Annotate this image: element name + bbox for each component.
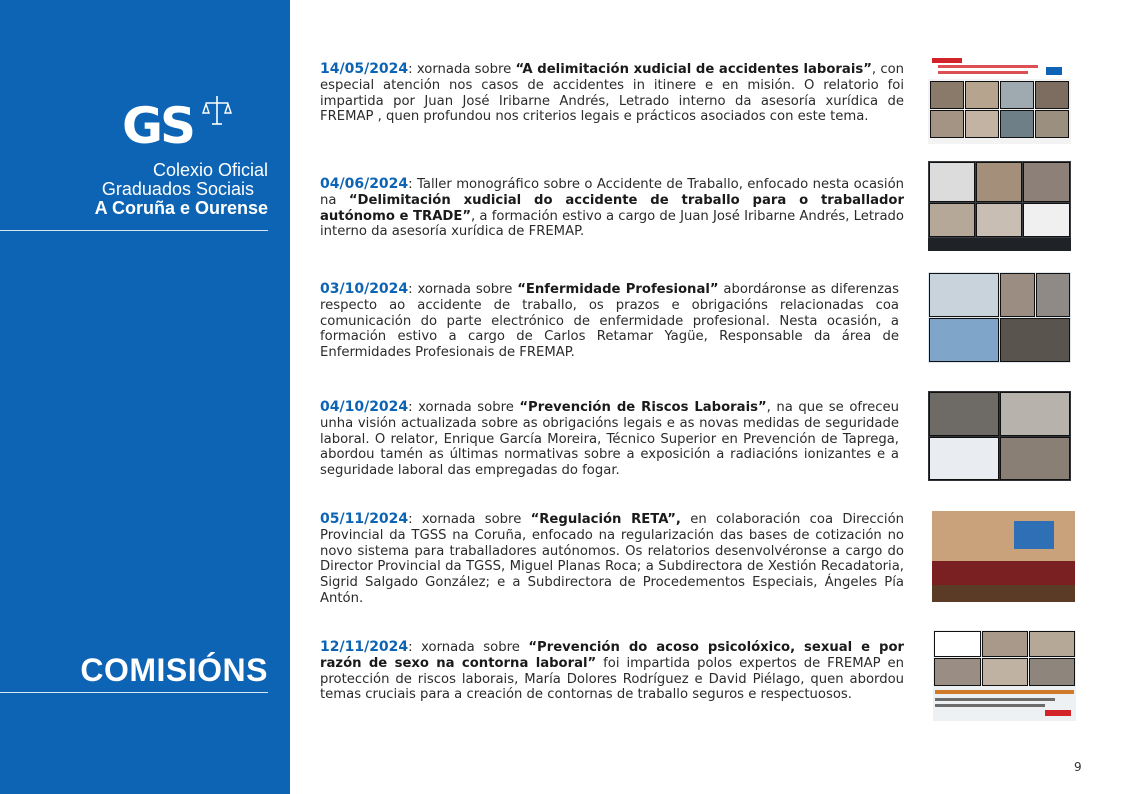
entry-4: [320, 400, 899, 479]
entry-topic: “A delimitación xudicial de accidentes laborais”: [515, 62, 872, 77]
entry-5: [320, 512, 904, 607]
entry-date: 04/06/2024: [320, 176, 409, 192]
sidebar: [0, 0, 290, 794]
entry-text-pre: : xornada sobre: [408, 400, 520, 415]
entry-6-photo: [933, 630, 1076, 721]
entry-date: 05/11/2024: [320, 511, 409, 527]
entry-date: 04/10/2024: [320, 399, 409, 415]
entry-2-photo: [928, 161, 1071, 251]
entry-text-post: , con especial atención nos casos de accidentes in itinere e en misión. O relatorio foi impartida por Juan José Iribarne Andrés, Letrado interno da asesoría xurídica de FREMAP , quen profundou nos criterios legais e prácticos asociados con este tema.: [320, 62, 904, 125]
scales-icon: [200, 94, 234, 128]
divider-bottom: [0, 692, 268, 693]
entry-1-photo: [928, 55, 1071, 144]
entry-text-pre: : xornada sobre: [408, 640, 529, 655]
entry-1: [320, 62, 904, 125]
entry-text-post: , a formación estivo a cargo de Juan José Iribarne Andrés, Letrado interno da asesoría xurídica de FREMAP.: [320, 208, 904, 240]
entry-date: 12/11/2024: [320, 639, 409, 655]
entry-topic: “Prevención do acoso psicolóxico, sexual e por razón de sexo na contorna laboral”: [320, 640, 905, 671]
entry-topic: “Enfermidade Profesional”: [517, 282, 719, 297]
entry-date: 14/05/2024: [320, 61, 409, 77]
entry-5-photo: [932, 511, 1075, 602]
page-number: 9: [1074, 760, 1082, 774]
logo-line-3: A Coruña e Ourense: [94, 198, 268, 218]
entry-text-post: foi impartida polos expertos de FREMAP en protección de riscos laborais, María Dolores Rodríguez e David Piélago, quen abordou temas cruciais para a creación de contornas de traballo seguros e respectuosos.: [320, 655, 904, 703]
logo-line-1: Colexio Oficial: [152, 160, 268, 180]
photo-header: [928, 55, 1071, 79]
entry-6: [320, 640, 904, 703]
entry-topic: “Delimitación xudicial do accidente de traballo para o traballador autónomo e TRADE”: [320, 192, 904, 224]
divider-top: [0, 230, 268, 231]
entry-text-pre: : xornada sobre: [408, 512, 531, 527]
entry-4-photo: [928, 391, 1071, 481]
entry-topic: “Regulación RETA”,: [530, 512, 681, 527]
section-title: COMISIÓNS: [80, 652, 268, 688]
entry-3-photo: [928, 272, 1071, 363]
entry-topic: “Prevención de Riscos Laborais”: [519, 400, 767, 415]
entry-date: 03/10/2024: [320, 281, 409, 297]
entry-3: [320, 282, 899, 361]
entry-text-pre: : xornada sobre: [408, 62, 516, 77]
logo-line-2: Graduados Sociais: [101, 179, 254, 199]
entry-2: [320, 177, 904, 240]
entry-text-pre: : Taller monográfico sobre o Accidente de Traballo, enfocado nesta ocasión na: [320, 177, 904, 208]
colexio-logo: [122, 97, 232, 158]
entry-text-post: abordáronse as diferenzas respecto ao accidente de traballo, os prazos e obrigacións relacionadas coa comunicación do parte electrónico de enfermidade profesional. Nesta ocasión, a formación estivo a cargo de Carlos Retamar Yagüe, Responsable da área de Enfermidades Profesionais de FREMAP.: [320, 282, 899, 361]
entry-text-pre: : xornada sobre: [408, 282, 518, 297]
entry-text-post: en colaboración coa Dirección Provincial da TGSS na Coruña, enfocado na regularización das bases de cotización no novo sistema para traballadores autónomos. Os relatorios desenvolvéronse a cargo do Director Provincial da TGSS, Miguel Planas Roca; a Subdirectora de Xestión Recadatoria, Sigrid Salgado González; e a Subdirectora de Procedementos Especiais, Ángeles Pía Antón.: [320, 512, 904, 606]
logo-mark-text: GS: [122, 97, 194, 155]
entry-text-post: , na que se ofreceu unha visión actualizada sobre as obrigacións legais e as novas medidas de seguridade laboral. O relator, Enrique García Moreira, Técnico Superior en Prevención de Taprega, abordou tamén as últimas normativas sobre a exposición a radiacións ionizantes e a seguridade laboral das empregadas do fogar.: [320, 400, 899, 479]
